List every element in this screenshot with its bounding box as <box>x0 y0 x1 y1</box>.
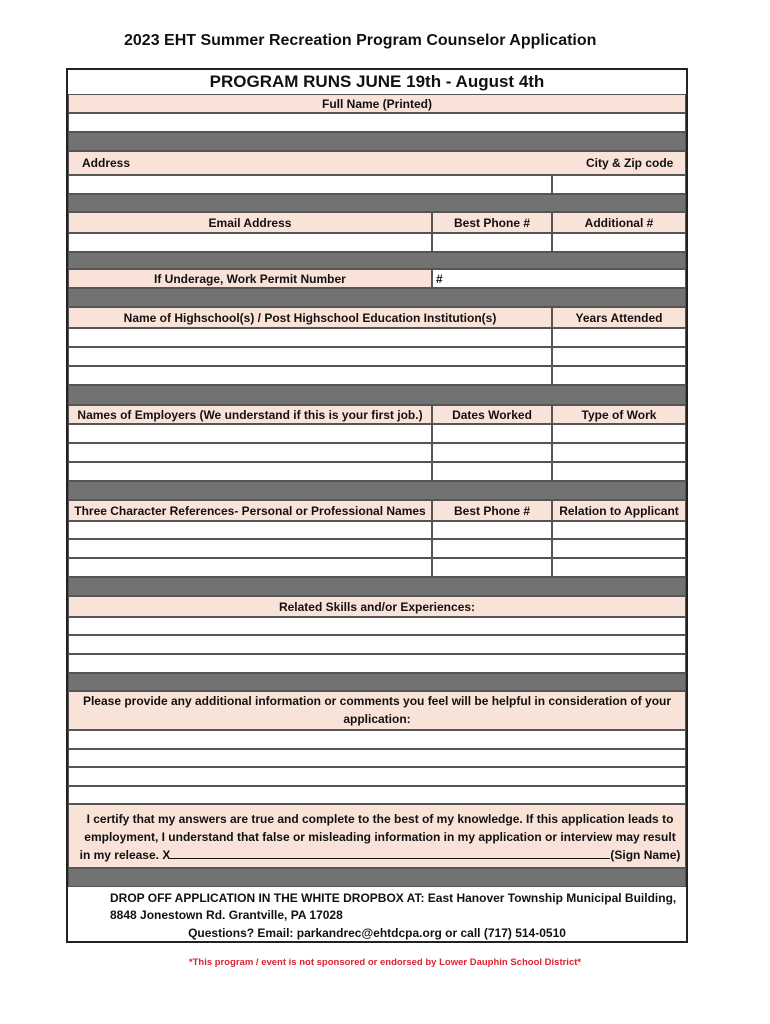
reference-phone-label: Best Phone # <box>432 500 552 521</box>
skills-field[interactable] <box>68 635 686 654</box>
type-of-work-field[interactable] <box>552 462 686 481</box>
years-attended-field[interactable] <box>552 366 686 385</box>
signature-suffix: (Sign Name) <box>610 848 681 862</box>
skills-label: Related Skills and/or Experiences: <box>68 596 686 617</box>
dates-worked-field[interactable] <box>432 424 552 443</box>
additional-phone-label: Additional # <box>552 212 686 233</box>
reference-relation-field[interactable] <box>552 558 686 577</box>
additional-info-field[interactable] <box>68 786 686 804</box>
application-form <box>66 68 688 943</box>
section-divider <box>68 481 686 500</box>
skills-field[interactable] <box>68 617 686 635</box>
work-permit-hash: # <box>436 271 443 286</box>
dates-worked-field[interactable] <box>432 443 552 462</box>
highschool-field[interactable] <box>68 347 552 366</box>
additional-phone-field[interactable] <box>552 233 686 252</box>
years-attended-field[interactable] <box>552 347 686 366</box>
program-dates-banner: PROGRAM RUNS JUNE 19th - August 4th <box>209 72 545 91</box>
highschool-field[interactable] <box>68 328 552 347</box>
years-attended-field[interactable] <box>552 328 686 347</box>
best-phone-field[interactable] <box>432 233 552 252</box>
dates-worked-field[interactable] <box>432 462 552 481</box>
section-divider <box>68 385 686 405</box>
work-permit-field[interactable] <box>432 269 686 288</box>
years-attended-label: Years Attended <box>552 307 686 328</box>
employers-label: Names of Employers (We understand if this is your first job.) <box>68 405 432 424</box>
certification-text: I certify that my answers are true and complete to the best of my knowledge. If this application leads to employment, I understand that false or misleading information in my application or interview may result in my release. <box>79 812 676 862</box>
section-divider <box>68 132 686 151</box>
section-divider <box>68 194 686 212</box>
reference-phone-field[interactable] <box>432 521 552 539</box>
certification-block <box>78 810 682 864</box>
additional-info-field[interactable] <box>68 749 686 767</box>
skills-field[interactable] <box>68 654 686 673</box>
dropoff-line2: 8848 Jonestown Rd. Grantville, PA 17028 <box>110 908 343 922</box>
section-divider <box>68 673 686 691</box>
dropoff-line1: DROP OFF APPLICATION IN THE WHITE DROPBOX AT: East Hanover Township Municipal Building, <box>110 891 677 905</box>
reference-name-field[interactable] <box>68 539 432 558</box>
signature-prefix: X <box>162 848 171 862</box>
sponsorship-disclaimer: *This program / event is not sponsored or endorsed by Lower Dauphin School District* <box>188 957 582 968</box>
highschool-field[interactable] <box>68 366 552 385</box>
section-divider <box>68 868 686 887</box>
signature-line[interactable] <box>170 846 610 859</box>
type-of-work-field[interactable] <box>552 443 686 462</box>
references-label: Three Character References- Personal or Professional Names <box>68 500 432 521</box>
reference-name-field[interactable] <box>68 521 432 539</box>
section-divider <box>68 288 686 307</box>
best-phone-label: Best Phone # <box>432 212 552 233</box>
full-name-label: Full Name (Printed) <box>68 94 686 113</box>
additional-info-field[interactable] <box>68 730 686 749</box>
section-divider <box>68 252 686 269</box>
reference-phone-field[interactable] <box>432 539 552 558</box>
reference-relation-field[interactable] <box>552 521 686 539</box>
additional-info-label: Please provide any additional information or comments you feel will be helpful in consideration of your application: <box>82 694 672 726</box>
additional-info-field[interactable] <box>68 767 686 786</box>
type-of-work-field[interactable] <box>552 424 686 443</box>
work-permit-label: If Underage, Work Permit Number <box>154 271 346 286</box>
address-field[interactable] <box>68 175 552 194</box>
relation-label: Relation to Applicant <box>552 500 686 521</box>
reference-name-field[interactable] <box>68 558 432 577</box>
questions-contact: Questions? Email: parkandrec@ehtdcpa.org or call (717) 514-0510 <box>188 926 566 940</box>
full-name-field[interactable] <box>68 113 686 132</box>
city-zip-label: City & Zip code <box>586 156 674 170</box>
employer-name-field[interactable] <box>68 424 432 443</box>
section-divider <box>68 577 686 596</box>
document-title: 2023 EHT Summer Recreation Program Counselor Application <box>124 32 597 49</box>
employer-name-field[interactable] <box>68 462 432 481</box>
type-of-work-label: Type of Work <box>552 405 686 424</box>
employer-name-field[interactable] <box>68 443 432 462</box>
address-label: Address <box>82 156 131 170</box>
reference-phone-field[interactable] <box>432 558 552 577</box>
dates-worked-label: Dates Worked <box>432 405 552 424</box>
city-zip-field[interactable] <box>552 175 686 194</box>
email-label: Email Address <box>68 212 432 233</box>
highschool-label: Name of Highschool(s) / Post Highschool Education Institution(s) <box>68 307 552 328</box>
reference-relation-field[interactable] <box>552 539 686 558</box>
email-field[interactable] <box>68 233 432 252</box>
